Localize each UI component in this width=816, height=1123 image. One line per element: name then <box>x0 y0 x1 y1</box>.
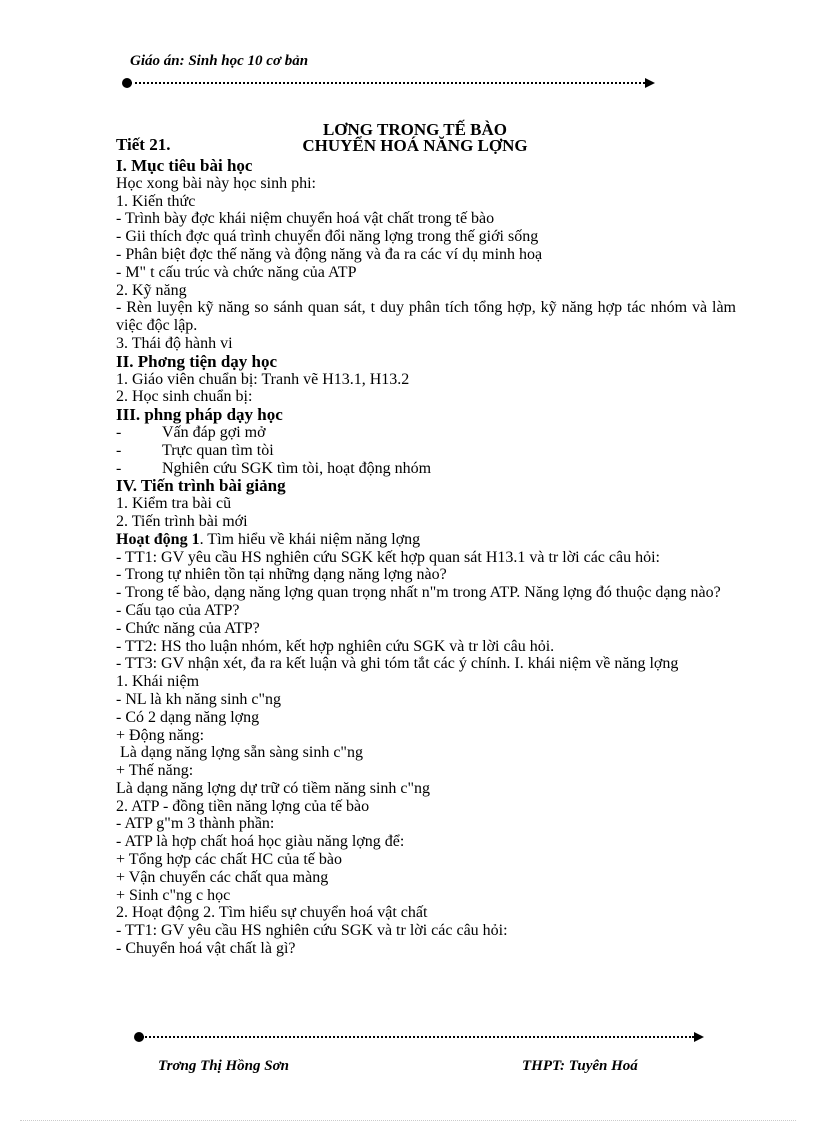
method-text: Nghiên cứu SGK tìm tòi, hoạt động nhóm <box>162 459 432 477</box>
footer-author: Trơng Thị Hồng Sơn <box>158 1058 290 1074</box>
arrow-right-icon <box>694 1032 704 1042</box>
method-text: Trực quan tìm tòi <box>162 441 274 459</box>
method-text: Vấn đáp gợi mở <box>162 423 266 441</box>
footer-divider <box>134 1032 704 1042</box>
text-line: - Trong tế bào, dạng năng lợng quan trọng nhất n"m trong ATP. Năng lợng đó thuộc dạng nào? <box>116 584 721 602</box>
text-line: - ATP g"m 3 thành phần: <box>116 815 275 833</box>
text-line: + Tổng hợp các chất HC của tế bào <box>116 851 342 869</box>
text-line: 2. Tiến trình bài mới <box>116 512 248 530</box>
activity-title: . Tìm hiểu về khái niệm năng lợng <box>199 530 421 548</box>
text-line: 1. Kiến thức <box>116 192 196 210</box>
text-line: 2. ATP - đồng tiền năng lợng của tế bào <box>116 797 370 815</box>
text-line: - TT3: GV nhận xét, đa ra kết luận và ghi tóm tắt các ý chính. I. khái niệm về năng lợng <box>116 655 679 673</box>
dotted-line <box>130 82 645 84</box>
text-line: - Có 2 dạng năng lợng <box>116 708 260 726</box>
activity-heading <box>116 531 736 549</box>
text-line: 2. Học sinh chuẩn bị: <box>116 388 253 406</box>
method-item <box>116 442 736 460</box>
text-line: 1. Khái niệm <box>116 673 200 691</box>
text-line: + Động năng: <box>116 726 205 744</box>
text-line: 1. Kiểm tra bài cũ <box>116 495 232 513</box>
text-line: Học xong bài này học sinh phi: <box>116 174 316 192</box>
text-line: - Trong tự nhiên tồn tại những dạng năng lợng nào? <box>116 566 447 584</box>
text-line: 2. Hoạt động 2. Tìm hiểu sự chuyển hoá vật chất <box>116 904 428 922</box>
text-line: - ATP là hợp chất hoá học giàu năng lợng để: <box>116 833 405 851</box>
section-heading: III. phng pháp dạy học <box>116 405 283 425</box>
list-dash: - <box>116 459 122 477</box>
list-dash: - <box>116 423 122 441</box>
lesson-body <box>116 157 736 958</box>
text-line: - Phân biệt đợc thế năng và động năng và đa ra các ví dụ minh hoạ <box>116 245 543 263</box>
method-item <box>116 460 736 478</box>
text-line: - M" t cấu trúc và chức năng của ATP <box>116 263 357 281</box>
arrow-right-icon <box>645 78 655 88</box>
text-line: + Vận chuyển các chất qua màng <box>116 868 329 886</box>
text-line: - Trình bày đợc khái niệm chuyển hoá vật chất trong tế bào <box>116 210 495 228</box>
title-line-2: CHUYỂN HOÁ NĂNG LỢNG <box>302 136 528 155</box>
text-line: Là dạng năng lợng sẵn sàng sinh c"ng <box>120 744 363 762</box>
text-line: + Thế năng: <box>116 762 194 780</box>
section-heading: I. Mục tiêu bài học <box>116 156 253 175</box>
header-divider <box>122 78 655 88</box>
text-line: - Chức năng của ATP? <box>116 619 260 637</box>
list-dash: - <box>116 441 122 459</box>
text-line: + Sinh c"ng c học <box>116 886 231 904</box>
text-line: Là dạng năng lợng dự trữ có tiềm năng sinh c"ng <box>116 779 431 797</box>
dotted-line <box>142 1036 694 1038</box>
text-line: 2. Kỹ năng <box>116 281 187 299</box>
bullet-dot-icon <box>122 78 132 88</box>
text-line: - TT1: GV yêu cầu HS nghiên cứu SGK kết hợp quan sát H13.1 và tr lời các câu hỏi: <box>116 548 660 566</box>
method-item <box>116 424 736 442</box>
title-line-1: LƠNG TRONG TẾ BÀO <box>322 120 508 139</box>
page-edge-dots <box>20 1120 796 1121</box>
text-line: - TT2: HS tho luận nhóm, kết hợp nghiên cứu SGK và tr lời câu hỏi. <box>116 637 555 655</box>
text-line: - TT1: GV yêu cầu HS nghiên cứu SGK và tr lời các câu hỏi: <box>116 922 508 940</box>
bullet-dot-icon <box>134 1032 144 1042</box>
section-heading: IV. Tiến trình bài giảng <box>116 476 286 496</box>
text-line: 1. Giáo viên chuẩn bị: Tranh vẽ H13.1, H13.2 <box>116 370 410 388</box>
text-line: - Gii thích đợc quá trình chuyển đổi năng lợng trong thế giới sống <box>116 228 539 246</box>
text-line: 3. Thái độ hành vi <box>116 334 233 352</box>
lesson-number: Tiết 21. <box>116 135 171 154</box>
text-line: - Chuyển hoá vật chất là gì? <box>116 940 296 958</box>
footer-school: THPT: Tuyên Hoá <box>522 1058 638 1074</box>
section-heading: II. Phơng tiện dạy học <box>116 351 278 371</box>
activity-label: Hoạt động 1 <box>116 530 200 548</box>
text-line: - Cấu tạo của ATP? <box>116 601 240 619</box>
page-header: Giáo án: Sinh học 10 cơ bản <box>130 53 309 69</box>
text-line: - Rèn luyện kỹ năng so sánh quan sát, t duy phân tích tổng hợp, kỹ năng hợp tác nhóm và làm việc độc lập. <box>116 299 736 335</box>
text-line: - NL là kh năng sinh c"ng <box>116 690 282 708</box>
